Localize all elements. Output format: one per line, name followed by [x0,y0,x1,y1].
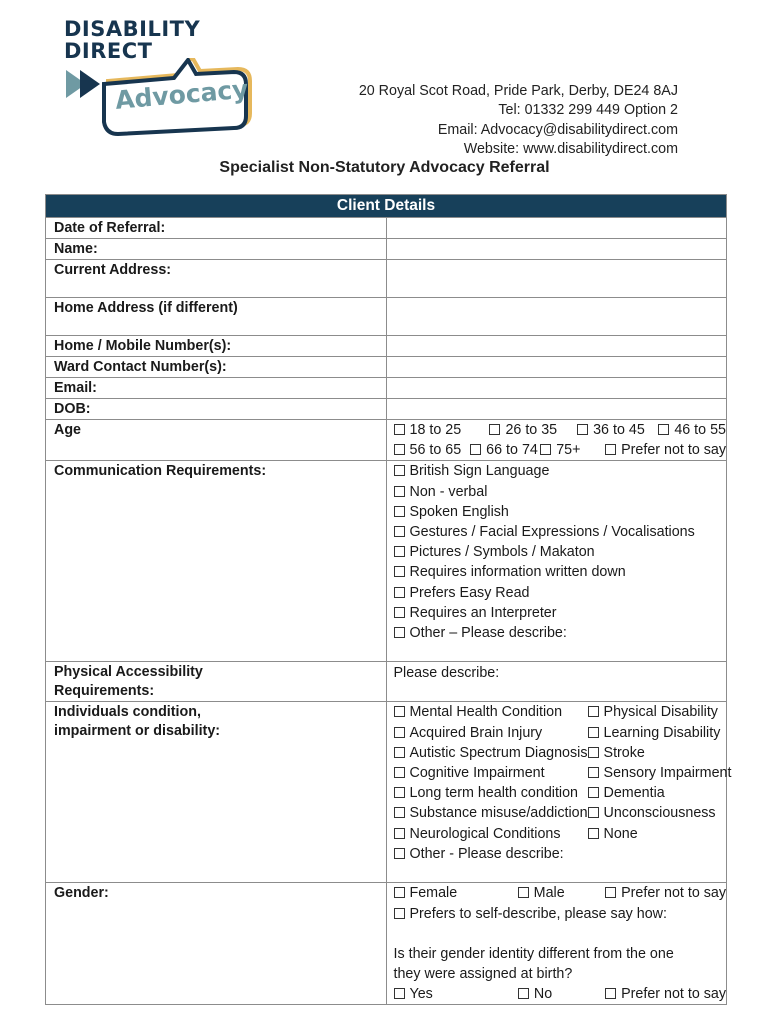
gender-option[interactable]: Male [518,883,605,903]
gender-self-describe-option[interactable]: Prefers to self-describe, please say how: [394,904,727,924]
home-address-label: Home Address (if different) [46,298,387,336]
checkbox-icon[interactable] [518,988,529,999]
checkbox-icon[interactable] [394,424,405,435]
checkbox-icon[interactable] [540,444,551,455]
condition-option[interactable]: Autistic Spectrum Diagnosis [394,743,588,763]
communication-option[interactable]: Requires information written down [394,562,727,582]
checkbox-icon[interactable] [605,887,616,898]
section-header: Client Details [46,195,727,218]
checkbox-icon[interactable] [394,727,405,738]
communication-option[interactable]: Non - verbal [394,482,727,502]
checkbox-icon[interactable] [394,627,405,638]
date-of-referral-field[interactable] [386,218,727,239]
name-label: Name: [46,239,387,260]
age-option[interactable]: 66 to 74 [470,440,540,460]
contact-details [359,82,678,159]
logo-advocacy-text: Advocacy [114,74,250,115]
age-label: Age [46,420,387,461]
checkbox-icon[interactable] [588,727,599,738]
communication-option[interactable]: Pictures / Symbols / Makaton [394,542,727,562]
age-option[interactable]: 46 to 55 [658,420,726,440]
home-mobile-label: Home / Mobile Number(s): [46,336,387,357]
age-options [386,420,727,461]
communication-label: Communication Requirements: [46,461,387,662]
condition-option[interactable]: Cognitive Impairment [394,763,588,783]
date-of-referral-label: Date of Referral: [46,218,387,239]
physical-accessibility-label: Physical Accessibility Requirements: [46,662,387,702]
condition-option[interactable]: Stroke [588,743,732,763]
age-option[interactable]: 26 to 35 [489,420,577,440]
condition-options [386,702,732,883]
logo-text-line1: DISABILITY [64,17,201,41]
form-title: Specialist Non-Statutory Advocacy Referral [219,159,550,176]
checkbox-icon[interactable] [394,747,405,758]
checkbox-icon[interactable] [394,444,405,455]
checkbox-icon[interactable] [394,607,405,618]
condition-option[interactable]: Mental Health Condition [394,702,588,722]
condition-option[interactable]: Unconsciousness [588,803,732,823]
checkbox-icon[interactable] [394,828,405,839]
ward-contact-field[interactable] [386,357,727,378]
checkbox-icon[interactable] [588,807,599,818]
checkbox-icon[interactable] [394,465,405,476]
communication-option[interactable]: Other – Please describe: [394,623,727,643]
age-option[interactable]: 36 to 45 [577,420,658,440]
checkbox-icon[interactable] [588,767,599,778]
home-mobile-field[interactable] [386,336,727,357]
checkbox-icon[interactable] [470,444,481,455]
contact-address: 20 Royal Scot Road, Pride Park, Derby, DE24 8AJ [358,83,678,99]
gender-option[interactable]: Prefer not to say [605,883,726,903]
checkbox-icon[interactable] [394,767,405,778]
contact-website: Website: www.disabilitydirect.com [463,140,678,157]
email-field[interactable] [386,378,727,399]
contact-tel: Tel: 01332 299 449 Option 2 [498,102,678,119]
checkbox-icon[interactable] [394,706,405,717]
checkbox-icon[interactable] [394,587,405,598]
checkbox-icon[interactable] [394,506,405,517]
condition-option[interactable]: Sensory Impairment [588,763,732,783]
communication-option[interactable]: Requires an Interpreter [394,603,727,623]
gender-option[interactable]: Female [394,883,518,903]
checkbox-icon[interactable] [394,988,405,999]
physical-describe-prompt: Please describe: [393,665,500,682]
checkbox-icon[interactable] [394,486,405,497]
checkbox-icon[interactable] [588,706,599,717]
condition-option[interactable]: Long term health condition [394,783,588,803]
communication-option[interactable]: British Sign Language [394,461,727,481]
gender-label: Gender: [46,883,387,1005]
condition-column-left [394,702,588,864]
communication-options [386,461,727,662]
ward-contact-label: Ward Contact Number(s): [46,357,387,378]
checkbox-icon[interactable] [577,424,588,435]
gender-identity-option[interactable]: Prefer not to say [605,984,726,1004]
condition-option[interactable]: Physical Disability [588,702,732,722]
checkbox-icon[interactable] [394,807,405,818]
gender-identity-option[interactable]: No [518,984,605,1004]
checkbox-icon[interactable] [588,787,599,798]
checkbox-icon[interactable] [658,424,669,435]
checkbox-icon[interactable] [518,887,529,898]
condition-column-right [588,702,732,864]
name-field[interactable] [386,239,727,260]
age-option[interactable]: 56 to 65 [394,440,471,460]
logo [64,18,254,138]
condition-label: Individuals condition, impairment or disability: [46,702,387,883]
checkbox-icon[interactable] [588,747,599,758]
communication-option[interactable]: Gestures / Facial Expressions / Vocalisations [394,522,727,542]
condition-option[interactable]: Acquired Brain Injury [394,723,588,743]
gender-options [386,883,727,1005]
contact-email: Email: Advocacy@disabilitydirect.com [437,121,678,138]
condition-option[interactable]: Dementia [588,783,732,803]
condition-option[interactable]: Learning Disability [588,723,732,743]
physical-accessibility-field[interactable] [386,662,727,702]
gender-identity-option[interactable]: Yes [394,984,518,1004]
condition-option[interactable]: Substance misuse/addiction [394,803,588,823]
checkbox-icon[interactable] [394,787,405,798]
checkbox-icon[interactable] [588,828,599,839]
client-details-table [45,194,732,1005]
condition-option[interactable]: Other - Please describe: [394,844,588,864]
age-option[interactable]: Prefer not to say [605,440,726,460]
condition-option[interactable]: None [588,824,732,844]
checkbox-icon[interactable] [394,887,405,898]
dob-field[interactable] [386,399,727,420]
age-option[interactable]: 18 to 25 [394,420,490,440]
age-option[interactable]: 75+ [540,440,605,460]
email-label: Email: [46,378,387,399]
checkbox-icon[interactable] [394,566,405,577]
logo-text-line2: DIRECT [64,39,153,63]
checkbox-icon[interactable] [394,908,405,919]
checkbox-icon[interactable] [605,988,616,999]
current-address-label: Current Address: [46,260,387,298]
gender-identity-question: Is their gender identity different from the one they were assigned at birth? [393,945,674,983]
home-address-field[interactable] [386,298,727,336]
checkbox-icon[interactable] [489,424,500,435]
checkbox-icon[interactable] [394,526,405,537]
communication-option[interactable]: Spoken English [394,502,727,522]
dob-label: DOB: [46,399,387,420]
checkbox-icon[interactable] [394,546,405,557]
current-address-field[interactable] [386,260,727,298]
condition-option[interactable]: Neurological Conditions [394,824,588,844]
checkbox-icon[interactable] [394,848,405,859]
communication-option[interactable]: Prefers Easy Read [394,583,727,603]
checkbox-icon[interactable] [605,444,616,455]
